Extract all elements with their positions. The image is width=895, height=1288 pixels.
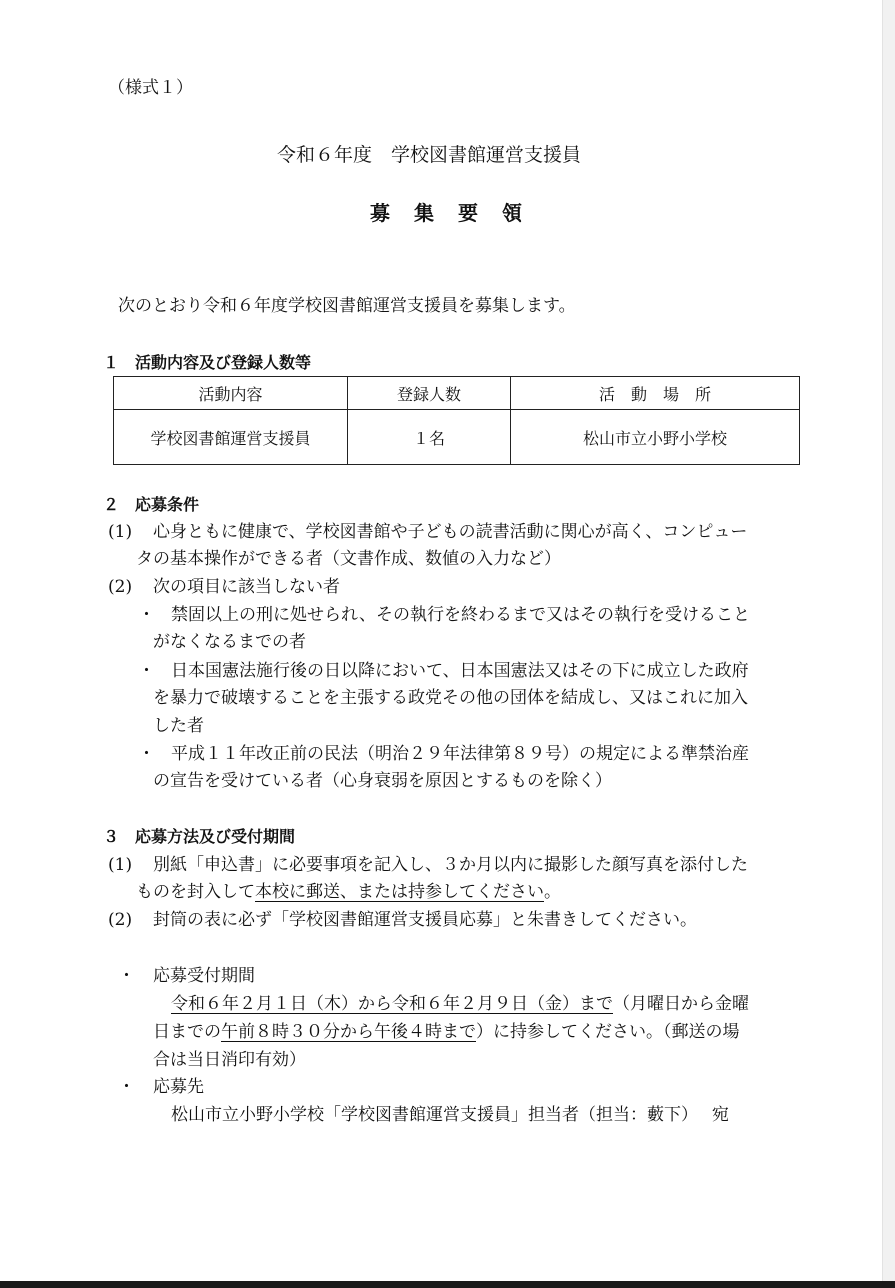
table-row — [114, 410, 800, 465]
page-bottom-bar — [0, 1281, 895, 1288]
destination-label: 応募先 — [153, 1077, 204, 1097]
table-cell: １名 — [348, 410, 511, 465]
exclusion-1-line1: 禁固以上の刑に処せられ、その執行を終わるまで又はその執行を受けること — [171, 605, 751, 625]
bullet: ・ — [118, 1077, 135, 1097]
underlined-text: 本校に郵送、または持参してください — [255, 882, 544, 902]
document-title: 令和６年度 学校図書館運営支援員 — [277, 144, 582, 166]
table-header-row — [114, 377, 800, 410]
table-header-cell: 活 動 場 所 — [511, 377, 800, 410]
period-line1: 令和６年２月１日（木）から令和６年２月９日（金）まで（月曜日から金曜 — [171, 994, 749, 1014]
item-number: (2) — [108, 910, 133, 930]
table-cell: 松山市立小野小学校 — [511, 410, 800, 465]
exclusion-1-line2: がなくなるまでの者 — [153, 632, 306, 652]
bullet: ・ — [138, 661, 155, 681]
section3-heading: ３ 応募方法及び受付期間 — [103, 827, 296, 846]
activity-table — [113, 376, 800, 465]
destination-text: 松山市立小野小学校「学校図書館運営支援員」担当者（担当：藪下） 宛 — [171, 1105, 729, 1125]
section1-heading: １ 活動内容及び登録人数等 — [103, 353, 312, 372]
item-number: (2) — [108, 577, 133, 597]
form-label: （様式１） — [108, 78, 193, 98]
exclusion-2-line2: を暴力で破壊することを主張する政党その他の団体を結成し、又はこれに加入 — [153, 688, 748, 708]
exclusion-2-line1: 日本国憲法施行後の日以降において、日本国憲法又はその下に成立した政府 — [171, 661, 749, 681]
intro-text: 次のとおり令和６年度学校図書館運営支援員を募集します。 — [118, 296, 576, 316]
item-number: (1) — [108, 522, 133, 542]
condition-2-text: 次の項目に該当しない者 — [153, 577, 340, 597]
table-cell: 学校図書館運営支援員 — [114, 410, 348, 465]
period-label: 応募受付期間 — [153, 966, 255, 986]
item-number: (1) — [108, 855, 133, 875]
exclusion-2-line3: した者 — [153, 716, 204, 736]
condition-1-line1: 心身ともに健康で、学校図書館や子どもの読書活動に関心が高く、コンピュー — [153, 522, 748, 542]
bullet: ・ — [138, 744, 155, 764]
page-edge — [882, 0, 895, 1288]
exclusion-3-line2: の宣告を受けている者（心身衰弱を原因とするものを除く） — [153, 771, 612, 791]
table-header-cell: 活動内容 — [114, 377, 348, 410]
period-line2: 日までの午前８時３０分から午後４時まで）に持参してください。（郵送の場 — [153, 1022, 740, 1042]
method-1-line1: 別紙「申込書」に必要事項を記入し、３か月以内に撮影した顔写真を添付した — [153, 855, 748, 875]
exclusion-3-line1: 平成１１年改正前の民法（明治２９年法律第８９号）の規定による準禁治産 — [171, 744, 749, 764]
underlined-text: 令和６年２月１日（木）から令和６年２月９日（金）まで — [171, 994, 613, 1014]
condition-1-line2: タの基本操作ができる者（文書作成、数値の入力など） — [136, 549, 561, 569]
period-line3: 合は当日消印有効） — [153, 1050, 306, 1070]
table-header-cell: 登録人数 — [348, 377, 511, 410]
method-2-text: 封筒の表に必ず「学校図書館運営支援員応募」と朱書きしてください。 — [153, 910, 697, 930]
method-1-line2: ものを封入して本校に郵送、または持参してください。 — [136, 882, 561, 902]
bullet: ・ — [118, 966, 135, 986]
document-subtitle: 募 集 要 領 — [370, 201, 524, 225]
bullet: ・ — [138, 605, 155, 625]
underlined-text: 午前８時３０分から午後４時まで — [221, 1022, 476, 1042]
section2-heading: ２ 応募条件 — [103, 495, 200, 514]
